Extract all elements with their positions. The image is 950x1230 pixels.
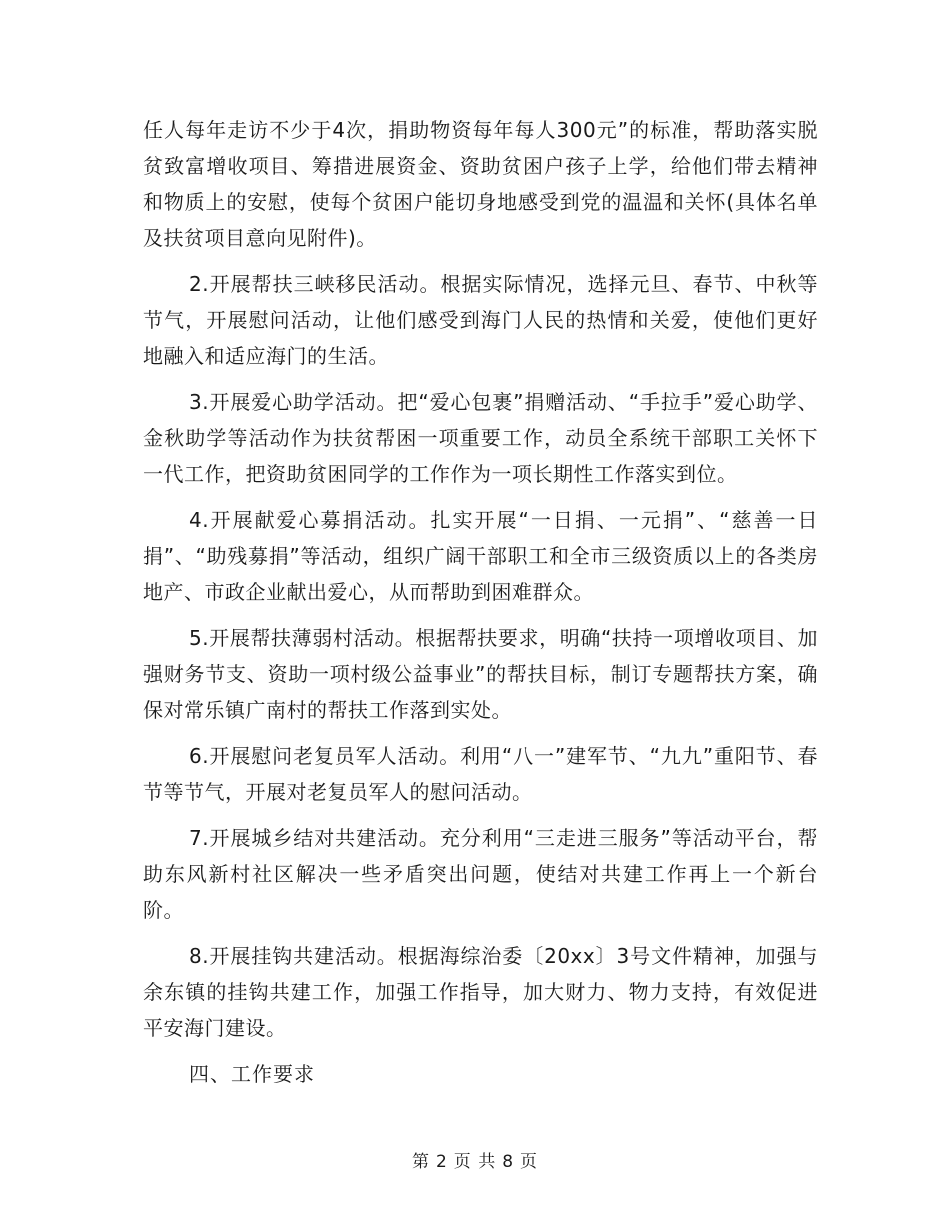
page-footer <box>0 1150 950 1174</box>
paragraph-item-5: 5.开展帮扶薄弱村活动。根据帮扶要求，明确“扶持一项增收项目、加强财务节支、资助一项村级公益事业”的帮扶目标，制订专题帮扶方案，确保对常乐镇广南村的帮扶工作落到实处。 <box>143 626 818 722</box>
paragraph-item-7: 7.开展城乡结对共建活动。充分利用“三走进三服务”等活动平台，帮助东风新村社区解决一些矛盾突出问题，使结对共建工作再上一个新台阶。 <box>143 826 818 922</box>
footer-current-page: 2 <box>435 1152 448 1172</box>
paragraph-item-6: 6.开展慰问老复员军人活动。利用“八一”建军节、“九九”重阳节、春节等节气，开展对老复员军人的慰问活动。 <box>143 744 818 804</box>
footer-prefix: 第 <box>411 1152 430 1172</box>
section-heading: 四、工作要求 <box>189 1062 315 1086</box>
paragraph-item-8: 8.开展挂钩共建活动。根据海综治委〔20xx〕3号文件精神，加强与余东镇的挂钩共建工作，加强工作指导，加大财力、物力支持，有效促进平安海门建设。 <box>143 944 818 1040</box>
paragraph-item-3: 3.开展爱心助学活动。把“爱心包裹”捐赠活动、“手拉手”爱心助学、金秋助学等活动作为扶贫帮困一项重要工作，动员全系统干部职工关怀下一代工作，把资助贫困同学的工作作为一项长期性工作落实到位。 <box>143 390 818 486</box>
footer-middle: 页 共 <box>453 1152 497 1172</box>
footer-suffix: 页 <box>520 1152 539 1172</box>
paragraph-continuation: 任人每年走访不少于4次，捐助物资每年每人300元”的标准，帮助落实脱贫致富增收项目、筹措进展资金、资助贫困户孩子上学，给他们带去精神和物质上的安慰，使每个贫困户能切身地感受到党的温温和关怀(具体名单及扶贫项目意向见附件)。 <box>143 118 818 250</box>
footer-total-pages: 8 <box>502 1152 515 1172</box>
paragraph-item-2: 2.开展帮扶三峡移民活动。根据实际情况，选择元旦、春节、中秋等节气，开展慰问活动，让他们感受到海门人民的热情和关爱，使他们更好地融入和适应海门的生活。 <box>143 272 818 368</box>
document-body <box>143 112 818 1092</box>
paragraph-item-4: 4.开展献爱心募捐活动。扎实开展“一日捐、一元捐”、“慈善一日捐”、“助残募捐”等活动，组织广阔干部职工和全市三级资质以上的各类房地产、市政企业献出爱心，从而帮助到困难群众。 <box>143 508 818 604</box>
